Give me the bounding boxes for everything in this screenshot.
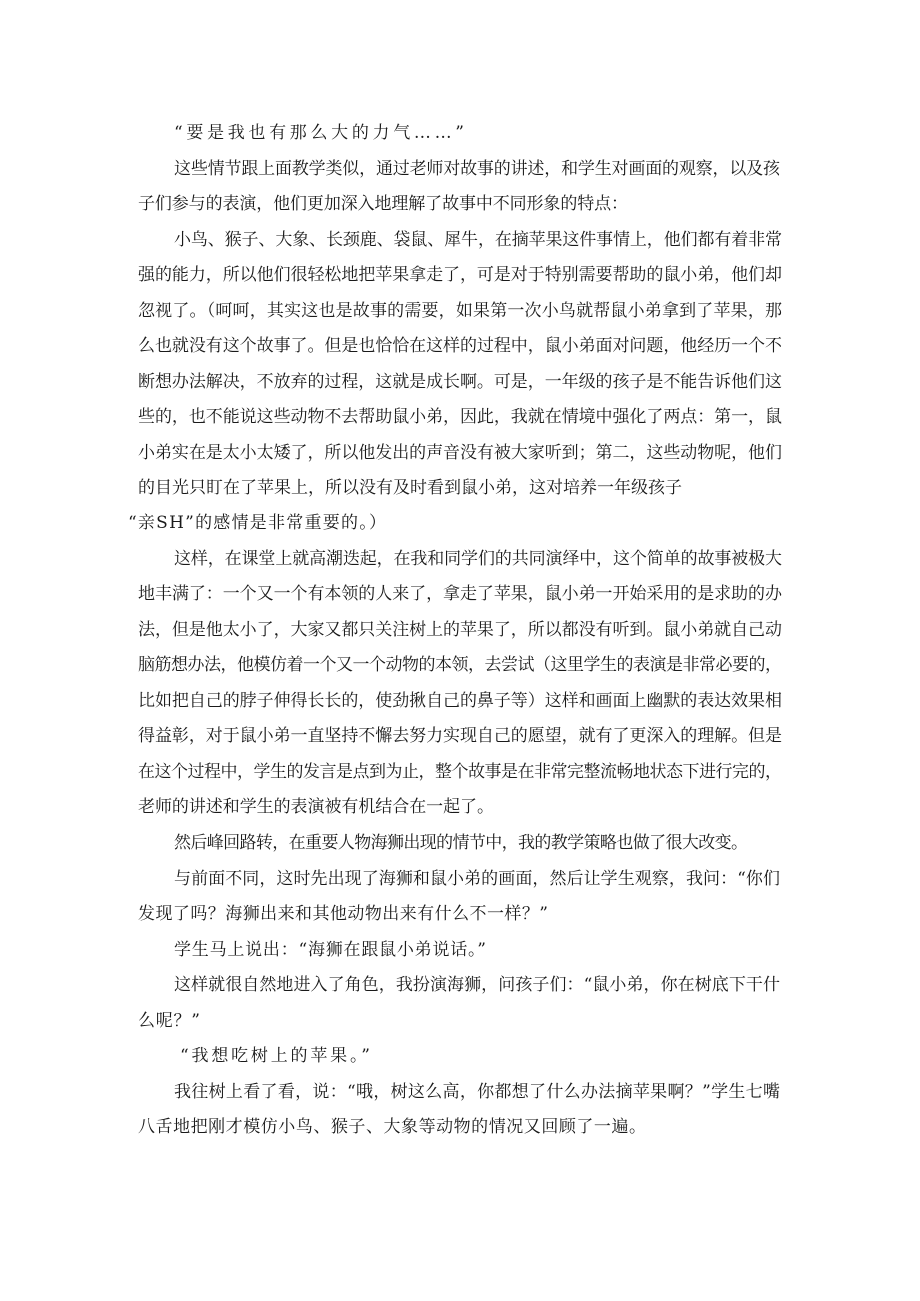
- text-line: 忽视了。（呵呵，其实这也是故事的需要，如果第一次小鸟就帮鼠小弟拿到了苹果，那: [138, 301, 783, 321]
- text-line: 老师的讲述和学生的表演被有机结合在一起了。: [138, 797, 494, 817]
- text-line: 我往树上看了看，说：“哦，树这么高，你都想了什么办法摘苹果啊？”学生七嘴: [174, 1082, 781, 1102]
- text-line: 子们参与的表演，他们更加深入地理解了故事中不同形象的特点：: [138, 194, 628, 214]
- text-line: 脑筋想办法，他模仿着一个又一个动物的本领，去尝试（这里学生的表演是非常必要的，: [138, 655, 782, 675]
- text-line: “亲SH”的感情是非常重要的。）: [128, 513, 388, 533]
- text-line: 八舌地把刚才模仿小鸟、猴子、大象等动物的情况又回顾了一遍。: [138, 1117, 647, 1137]
- text-line: 这些情节跟上面教学类似，通过老师对故事的讲述，和学生对画面的观察，以及孩: [174, 159, 780, 179]
- text-line: 法，但是他太小了，大家又都只关注树上的苹果了，所以都没有听到。鼠小弟就自己动: [138, 620, 782, 640]
- text-line: 小鸟、猴子、大象、长颈鹿、袋鼠、犀牛，在摘苹果这件事情上，他们都有着非常: [174, 230, 782, 250]
- text-line: 然后峰回路转，在重要人物海狮出现的情节中，我的教学策略也做了很大改变。: [174, 833, 748, 853]
- text-line: 这样，在课堂上就高潮迭起，在我和同学们的共同演绎中，这个简单的故事被极大: [174, 549, 782, 569]
- text-line: “我想吃树上的苹果。”: [180, 1046, 373, 1066]
- text-line: 与前面不同，这时先出现了海狮和鼠小弟的画面，然后让学生观察，我问：“你们: [174, 869, 781, 889]
- text-line: 的目光只盯在了苹果上，所以没有及时看到鼠小弟，这对培养一年级孩子: [138, 478, 682, 498]
- text-line: 断想办法解决，不放弃的过程，这就是成长啊。可是，一年级的孩子是不能告诉他们这: [138, 372, 782, 392]
- text-line: 些的，也不能说这些动物不去帮助鼠小弟，因此，我就在情境中强化了两点：第一，鼠: [138, 407, 782, 427]
- text-line: 这样就很自然地进入了角色，我扮演海狮，问孩子们：“鼠小弟，你在树底下干什: [174, 975, 781, 995]
- text-line: 比如把自己的脖子伸得长长的，使劲揪自己的鼻子等）这样和画面上幽默的表达效果相: [138, 691, 782, 711]
- text-line: 小弟实在是太小太矮了，所以他发出的声音没有被大家听到；第二，这些动物呢，他们: [138, 443, 782, 463]
- text-line: 么也就没有这个故事了。但是也恰恰在这样的过程中，鼠小弟面对问题，他经历一个不: [138, 336, 782, 356]
- text-line: 学生马上说出：“海狮在跟鼠小弟说话。”: [174, 940, 487, 960]
- text-line: 得益彰，对于鼠小弟一直坚持不懈去努力实现自己的愿望，就有了更深入的理解。但是: [138, 726, 782, 746]
- text-line: 么呢？”: [138, 1011, 201, 1031]
- text-line: “要是我也有那么大的力气……”: [174, 123, 468, 143]
- text-line: 发现了吗？海狮出来和其他动物出来有什么不一样？”: [138, 904, 549, 924]
- text-line: 在这个过程中，学生的发言是点到为止，整个故事是在非常完整流畅地状态下进行完的，: [138, 762, 782, 782]
- text-line: 地丰满了：一个又一个有本领的人来了，拿走了苹果，鼠小弟一开始采用的是求助的办: [138, 584, 782, 604]
- text-line: 强的能力，所以他们很轻松地把苹果拿走了，可是对于特别需要帮助的鼠小弟，他们却: [138, 265, 782, 285]
